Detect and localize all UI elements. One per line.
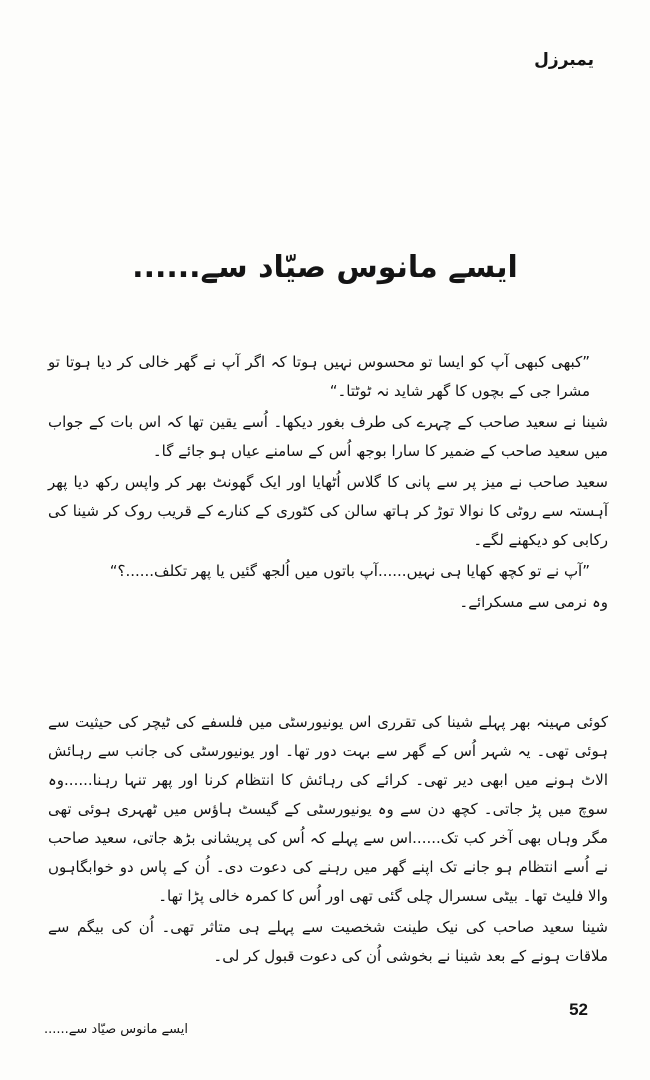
- dialogue-paragraph: ”آپ نے تو کچھ کھایا ہی نہیں......آپ باتوں میں اُلجھ گئیں یا پھر تکلف......؟“: [109, 562, 590, 580]
- body-paragraph: وہ نرمی سے مسکرائے۔: [459, 593, 608, 611]
- page-number: 52: [569, 1000, 588, 1019]
- story-title: ایسے مانوس صیّاد سے......: [132, 250, 518, 285]
- dialogue-paragraph: ”کبھی کبھی آپ کو ایسا تو محسوس نہیں ہوتا کہ اگر آپ نے گھر خالی کر دیا ہوتا تو مشرا جی کے بچوں کا گھر شاید نہ ٹوٹتا۔“: [48, 353, 590, 400]
- body-paragraph: کوئی مہینہ بھر پہلے شینا کی تقرری اس یونیورسٹی میں فلسفے کی ٹیچر کی حیثیت سے ہوئی تھی۔ یہ شہر اُس کے گھر سے بہت دور تھا۔ اور یونیورسٹی کی جانب سے رہائش الاٹ ہونے میں ابھی دیر تھی۔ کرائے کی رہائش کا انتظام کرنا اور پھر تنہا رہنا......وہ سوچ میں پڑ جاتی۔ کچھ دن سے وہ یونیورسٹی کے گیسٹ ہاؤس میں ٹھہری ہوئی تھی مگر وہاں بھی آخر کب تک......اس سے پہلے کہ اُس کی پریشانی بڑھ جاتی، سعید صاحب نے اُسے انتظام ہو جانے تک اپنے گھر میں رہنے کی دعوت دی۔ اُن کے پاس دو خوابگاہوں والا فلیٹ تھا۔ بیٹی سسرال چلی گئی تھی اور اُس کا کمرہ خالی پڑا تھا۔: [48, 713, 608, 905]
- body-paragraph: شینا سعید صاحب کی نیک طینت شخصیت سے پہلے ہی متاثر تھی۔ اُن کی بیگم سے ملاقات ہونے کے بعد شینا نے بخوشی اُن کی دعوت قبول کر لی۔: [48, 918, 608, 965]
- second-section: [48, 708, 608, 973]
- body-paragraph: شینا نے سعید صاحب کے چہرے کی طرف بغور دیکھا۔ اُسے یقین تھا کہ اس بات کے جواب میں سعید صاحب کے ضمیر کا سارا بوجھ اُس کے سامنے عیاں ہو جائے گا۔: [48, 413, 608, 460]
- running-footer-title: ایسے مانوس صیّاد سے......: [44, 1022, 188, 1037]
- opening-section: [48, 348, 608, 619]
- running-header-title: یمبرزل: [534, 50, 594, 70]
- body-paragraph: سعید صاحب نے میز پر سے پانی کا گلاس اُٹھایا اور ایک گھونٹ بھر کر واپس رکھ دیا پھر آہستہ سے روٹی کا نوالا توڑ کر ہاتھ سالن کی کٹوری کے کنارے کے قریب روک کر شینا کی رکابی کو دیکھنے لگے۔: [48, 473, 608, 549]
